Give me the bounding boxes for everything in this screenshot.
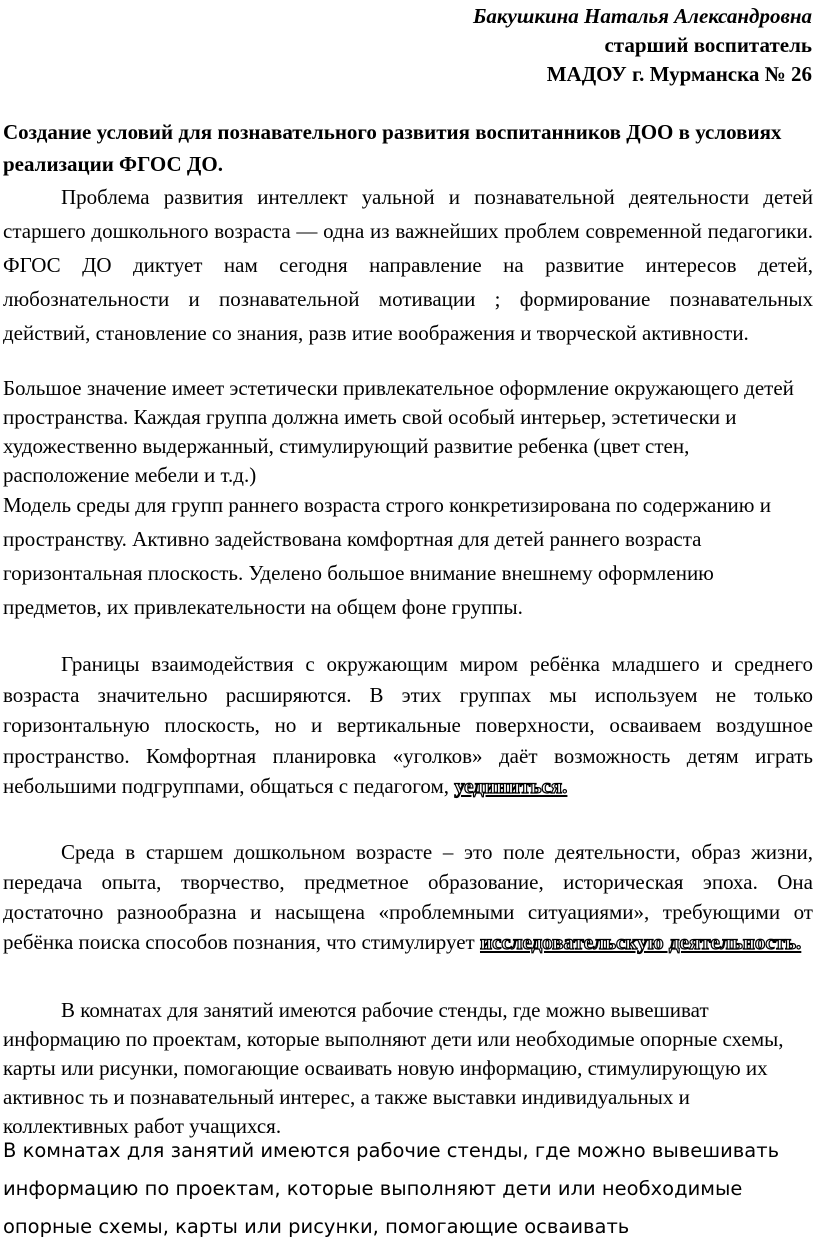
paragraph-4-emphasis: уединиться. bbox=[454, 774, 568, 798]
document-title: Создание условий для познавательного развития воспитанников ДОО в условиях реализации ФГОС ДО. bbox=[3, 120, 782, 176]
paragraph-2: Большое значение имеет эстетически привлекательное оформление окружающего детей пространства. Каждая группа должна иметь свой особый интерьер, эстетически и художественно выдержанный, стимулирующий развитие ребенка (цвет стен, расположение мебели и т.д.) bbox=[3, 376, 794, 487]
author-organization: МАДОУ г. Мурманска № 26 bbox=[546, 62, 812, 86]
author-position: старший воспитатель bbox=[604, 33, 812, 57]
paragraph-5-emphasis: исследовательскую деятельность. bbox=[479, 930, 802, 954]
paragraph-5 bbox=[3, 837, 813, 957]
author-name: Бакушкина Наталья Александровна bbox=[473, 4, 812, 28]
paragraph-3: Модель среды для групп раннего возраста строго конкретизирована по содержанию и пространству. Активно задействована комфортная для детей раннего возраста горизонтальная плоскость. Уделено большое внимание внешнему оформлению предметов, их привлекательности на общем фоне группы. bbox=[3, 493, 771, 619]
paragraph-7: В комнатах для занятий имеются рабочие стенды, где можно вывешивать информацию по проектам, которые выполняют дети или необходимые опорные схемы, карты или рисунки, помогающие осваивать bbox=[3, 1139, 780, 1238]
paragraph-6: В комнатах для занятий имеются рабочие стенды, где можно вывешиват информацию по проектам, которые выполняют дети или необходимые опорные схемы, карты или рисунки, помогающие осваивать новую информацию, стимулирующую их активнос ть и познавательный интерес, а также выставки индивидуальных и коллективных работ учащихся. bbox=[3, 998, 784, 1138]
author-block bbox=[473, 2, 812, 89]
paragraph-5-text: Среда в старшем дошкольном возрасте – это поле деятельности, образ жизни, передача опыта, творчество, предметное образование, историческая эпоха. Она достаточно разнообразна и насыщена «проблемными ситуациями», требующими от ребёнка поиска способов познания, что стимулирует bbox=[3, 840, 813, 954]
paragraph-4 bbox=[3, 649, 813, 802]
paragraph-4-text: Границы взаимодействия с окружающим миром ребёнка младшего и среднего возраста значительно расширяются. В этих группах мы используем не только горизонтальную плоскость, но и вертикальные поверхности, осваиваем воздушное пространство. Комфортная планировка «уголков» даёт возможность детям играть небольшими подгруппами, общаться с педагогом, bbox=[3, 652, 813, 798]
paragraph-1: Проблема развития интеллект уальной и познавательной деятельности детей старшего дошкольного возраста — одна из важнейших проблем современной педагогики. ФГОС ДО диктует нам сегодня направление на развитие интересов детей, любознательности и познавательной мотивации ; формирование познавательных действий, становление со знания, разв итие воображения и творческой активности. bbox=[3, 185, 813, 345]
